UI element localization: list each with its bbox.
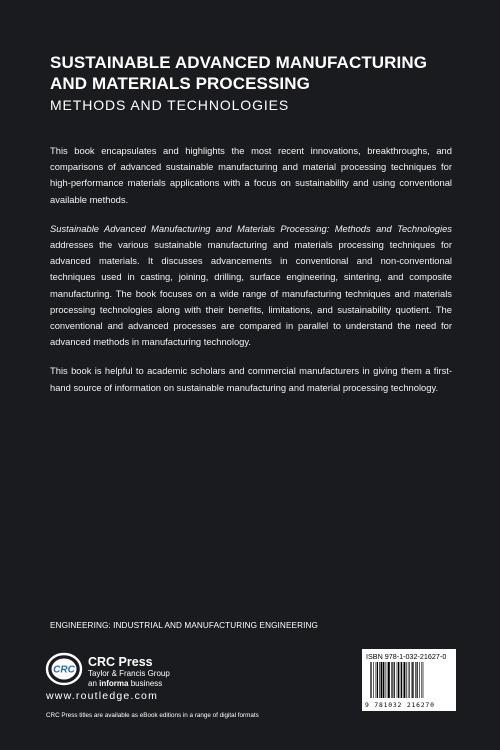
informa-brand: informa — [99, 679, 129, 688]
description-paragraph-2 — [50, 221, 452, 351]
crc-press-logo — [44, 651, 84, 687]
barcode-bar — [421, 662, 422, 698]
description-paragraph-3: This book is helpful to academic scholars and commercial manufacturers in giving them a first-hand source of information on sustainable manufacturing and material processing technology. — [50, 365, 452, 393]
barcode-bar — [381, 662, 383, 698]
barcode-bar — [419, 662, 420, 698]
barcode-bar — [387, 662, 388, 698]
publisher-info — [88, 655, 170, 689]
description-paragraph-1: This book encapsulates and highlights the most recent innovations, breakthroughs, and comparisons of advanced sustainable manufacturing and material processing techniques for high-performance materials applications with a focus on sustainability and using conventional available methods. — [50, 145, 452, 205]
barcode-bar — [385, 662, 386, 698]
barcode-bar — [379, 662, 380, 698]
book-title-line-2: AND MATERIALS PROCESSING — [50, 74, 310, 93]
ean-digits: 9 781032 216270 — [365, 701, 435, 709]
publisher-website: www.routledge.com — [46, 690, 159, 702]
barcode-bar — [412, 662, 413, 698]
description-book-title-italic: Sustainable Advanced Manufacturing and Materials Processing: Methods and Technologies — [50, 222, 452, 234]
crc-logo-text: CRC — [53, 664, 75, 676]
business-prefix: an — [88, 679, 100, 688]
description-paragraph-2-text: addresses the various sustainable manufacturing and materials processing techniques for advanced materials. It discusses advancements in conventional and non-conventional techniques used in casting, joining, drilling, surface engineering, sintering, and composite manufacturing. The book focuses on a wide range of manufacturing techniques and materials processing technologies along with their benefits, limitations, and sustainability quotient. The conventional and advanced processes are compared in parallel to understand the need for advanced methods in manufacturing technology. — [50, 239, 452, 348]
barcode-bar — [394, 662, 395, 698]
barcode-bar — [415, 662, 416, 698]
barcode-bar — [409, 662, 410, 698]
barcode-bar — [388, 662, 390, 698]
publisher-business — [88, 679, 170, 689]
barcode-bar — [392, 662, 393, 698]
barcode-bars — [362, 662, 456, 700]
book-title — [50, 52, 470, 94]
barcode-bar — [383, 662, 384, 698]
publisher-name: CRC Press — [88, 655, 153, 669]
publisher-group: Taylor & Francis Group — [88, 669, 170, 678]
barcode-bar — [401, 662, 402, 698]
barcode-bar — [371, 662, 372, 698]
subject-category: ENGINEERING: INDUSTRIAL AND MANUFACTURING ENGINEERING — [50, 621, 318, 630]
barcode-bar — [417, 662, 418, 698]
barcode-bar — [373, 662, 374, 698]
barcode-bar — [370, 662, 371, 698]
barcode-bar — [406, 662, 407, 698]
book-description — [50, 143, 452, 409]
book-subtitle: METHODS AND TECHNOLOGIES — [50, 97, 290, 113]
barcode-bar — [397, 662, 398, 698]
business-suffix: business — [128, 679, 163, 688]
barcode-bar — [408, 662, 409, 698]
barcode-bar — [391, 662, 392, 698]
barcode-bar — [398, 662, 399, 698]
barcode-bar — [403, 662, 405, 698]
isbn-barcode — [362, 649, 456, 711]
barcode-bar — [423, 662, 424, 698]
barcode-bar — [377, 662, 378, 698]
barcode-bar — [400, 662, 401, 698]
ebook-availability-note: CRC Press titles are available as eBook editions in a range of digital formats — [46, 712, 259, 719]
isbn-number: ISBN 978-1-032-21627-0 — [366, 652, 447, 661]
barcode-bar — [413, 662, 414, 698]
barcode-bar — [376, 662, 377, 698]
book-title-line-1: SUSTAINABLE ADVANCED MANUFACTURING — [50, 53, 428, 72]
